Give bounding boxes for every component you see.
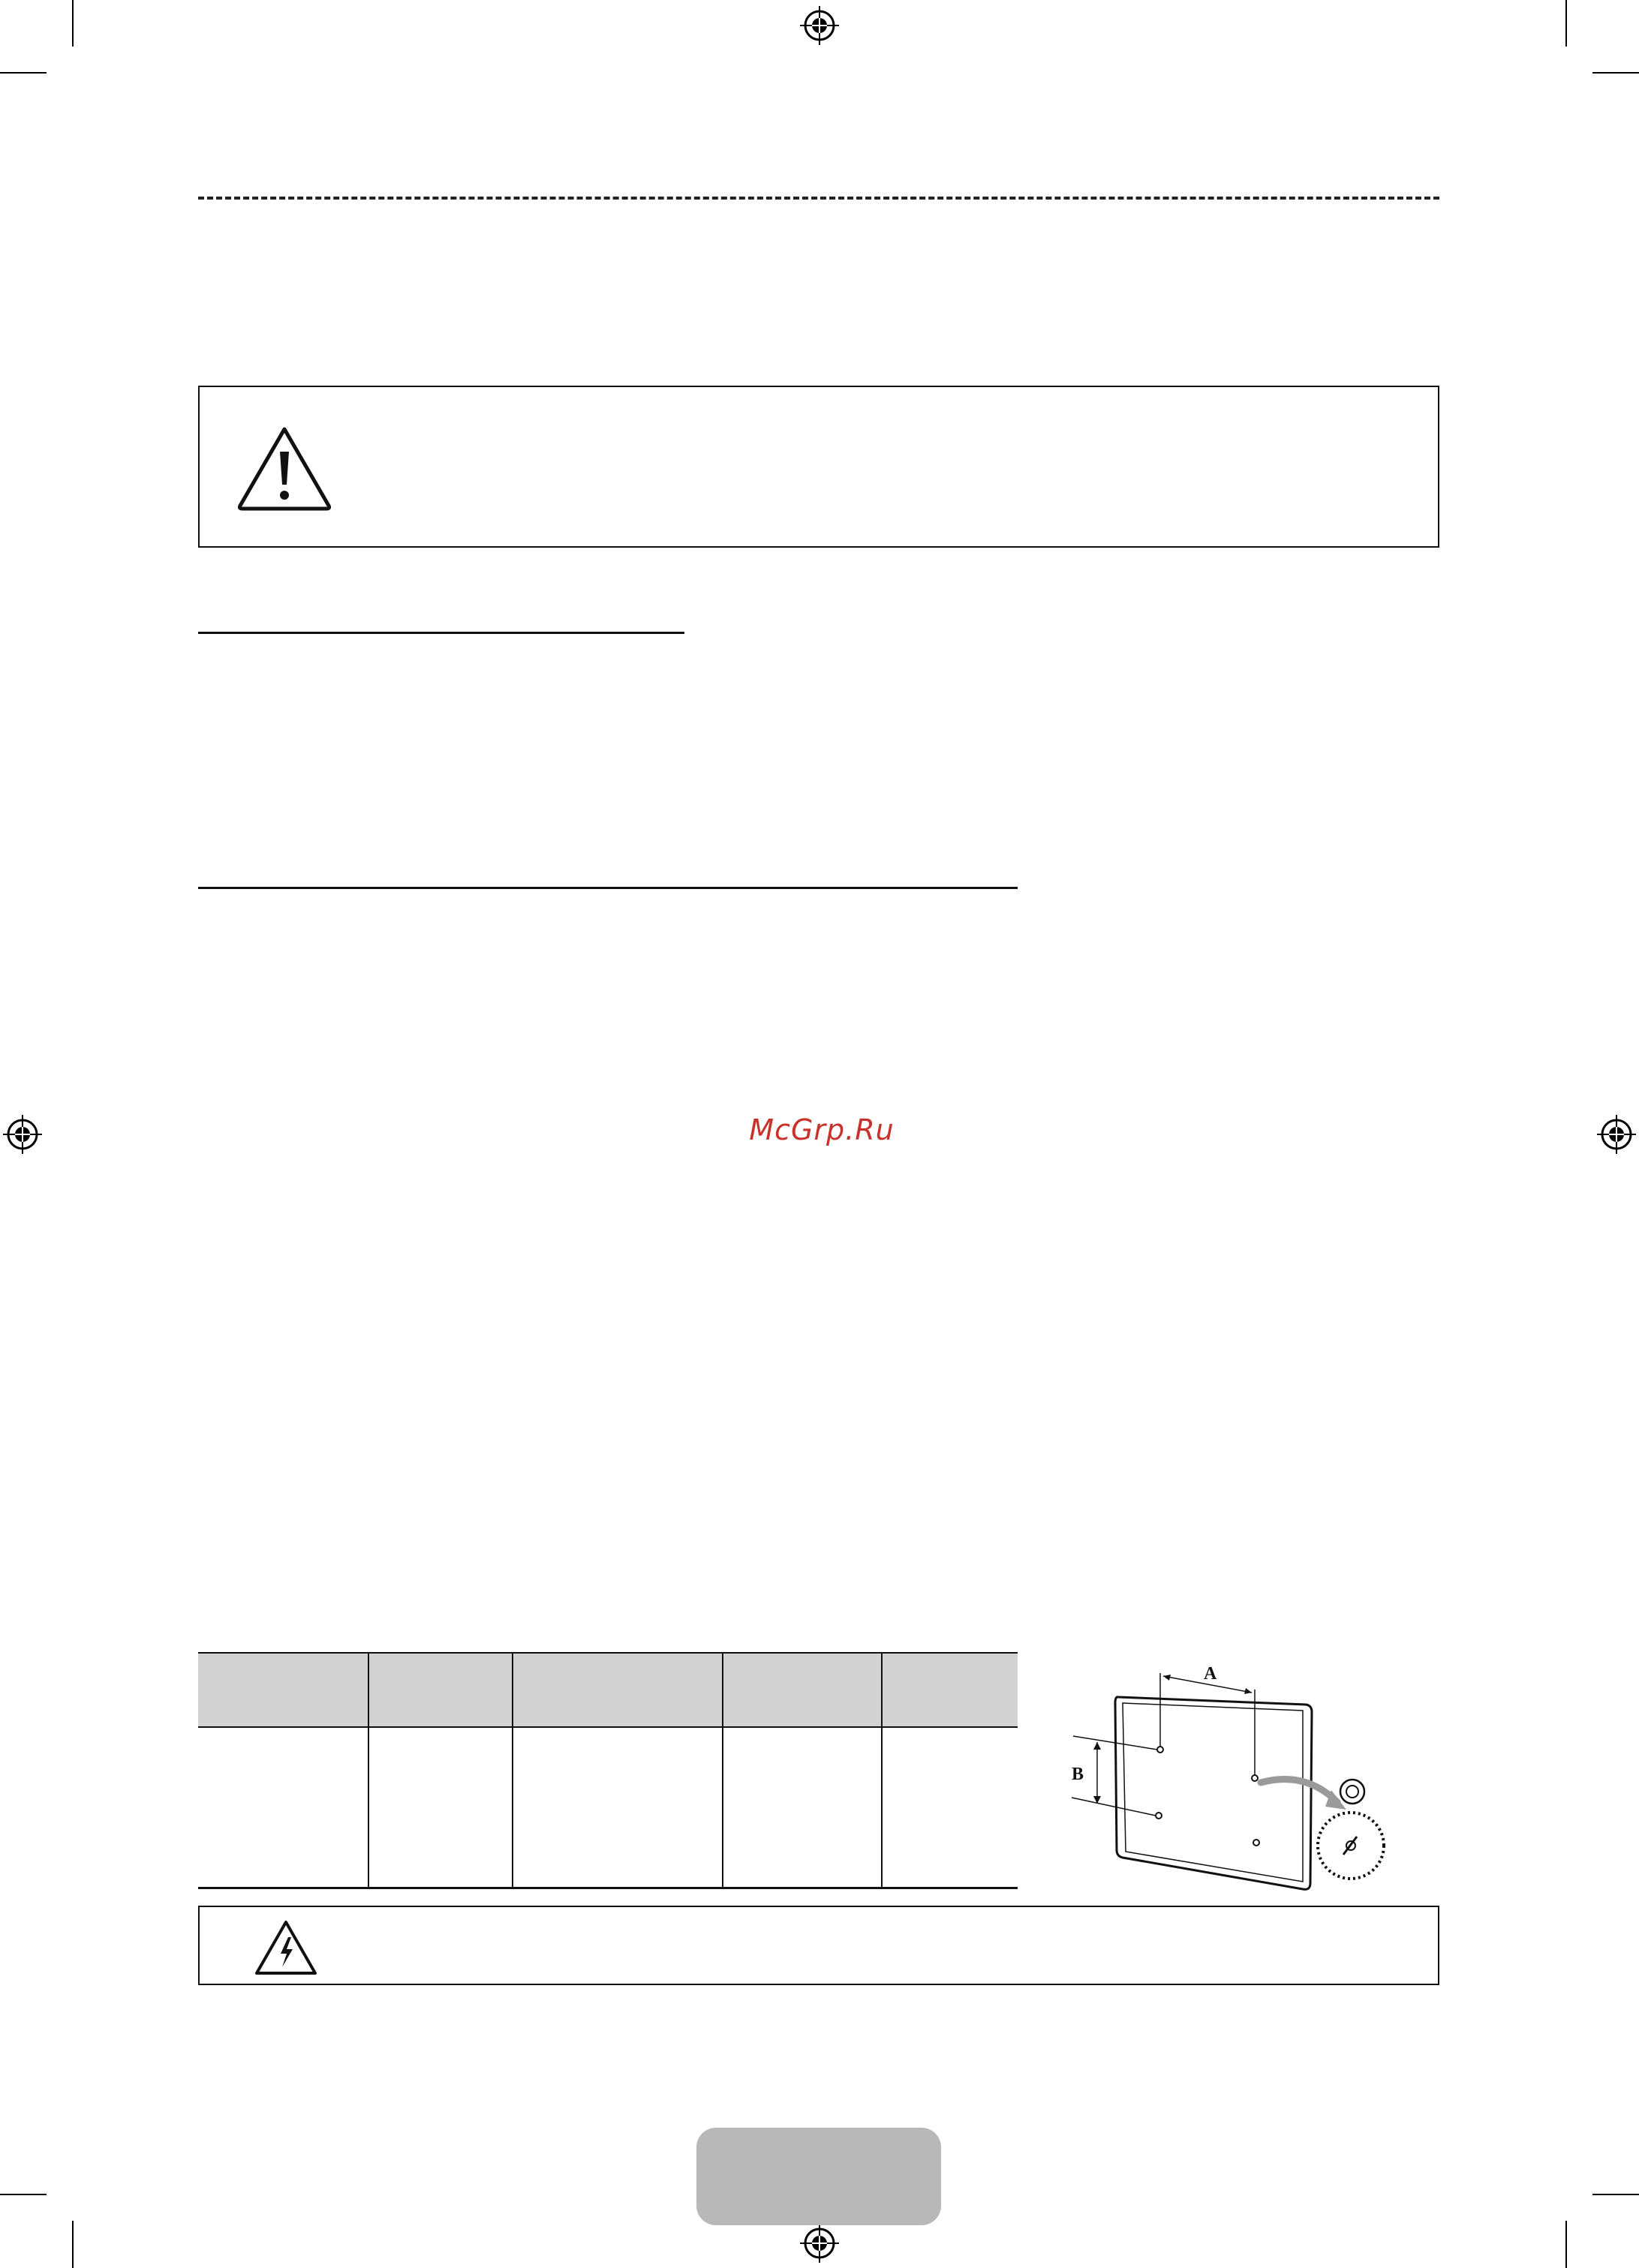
caution-box	[198, 386, 1439, 548]
table-row	[198, 1727, 1018, 1888]
heading-underline	[198, 632, 684, 634]
electric-shock-warning-icon	[254, 1919, 318, 1976]
table-cell	[882, 1727, 1018, 1888]
dimension-label-b: B	[1072, 1765, 1084, 1784]
page-number-tab	[696, 2128, 941, 2225]
table-header-cell	[513, 1653, 723, 1727]
crop-mark	[1565, 0, 1567, 47]
dimension-label-a: A	[1204, 1664, 1217, 1684]
table-header-cell	[198, 1653, 368, 1727]
crop-mark	[0, 72, 47, 74]
registration-mark-icon	[800, 2224, 839, 2263]
watermark-text: McGrp.Ru	[749, 1113, 895, 1146]
table-header-row	[198, 1653, 1018, 1727]
crop-mark	[1565, 2221, 1567, 2268]
table-cell	[198, 1727, 368, 1888]
crop-mark	[1592, 72, 1639, 74]
section-dashed-rule	[198, 197, 1439, 200]
caution-triangle-icon	[236, 425, 333, 512]
wall-mount-spec-table	[198, 1652, 1018, 1889]
tv-back-diagram	[1058, 1658, 1403, 1906]
crop-mark	[0, 2194, 47, 2195]
table-cell	[368, 1727, 513, 1888]
crop-mark	[72, 0, 74, 47]
table-cell	[723, 1727, 882, 1888]
electric-warning-box	[198, 1906, 1439, 1985]
registration-mark-icon	[800, 6, 839, 45]
registration-mark-icon	[1597, 1115, 1636, 1154]
registration-mark-icon	[3, 1115, 42, 1154]
heading-underline	[198, 887, 1018, 889]
table-header-cell	[723, 1653, 882, 1727]
table-cell	[513, 1727, 723, 1888]
wall-mount-diagram	[1058, 1658, 1403, 1906]
crop-mark	[72, 2221, 74, 2268]
table-header-cell	[368, 1653, 513, 1727]
crop-mark	[1592, 2194, 1639, 2195]
table-header-cell	[882, 1653, 1018, 1727]
